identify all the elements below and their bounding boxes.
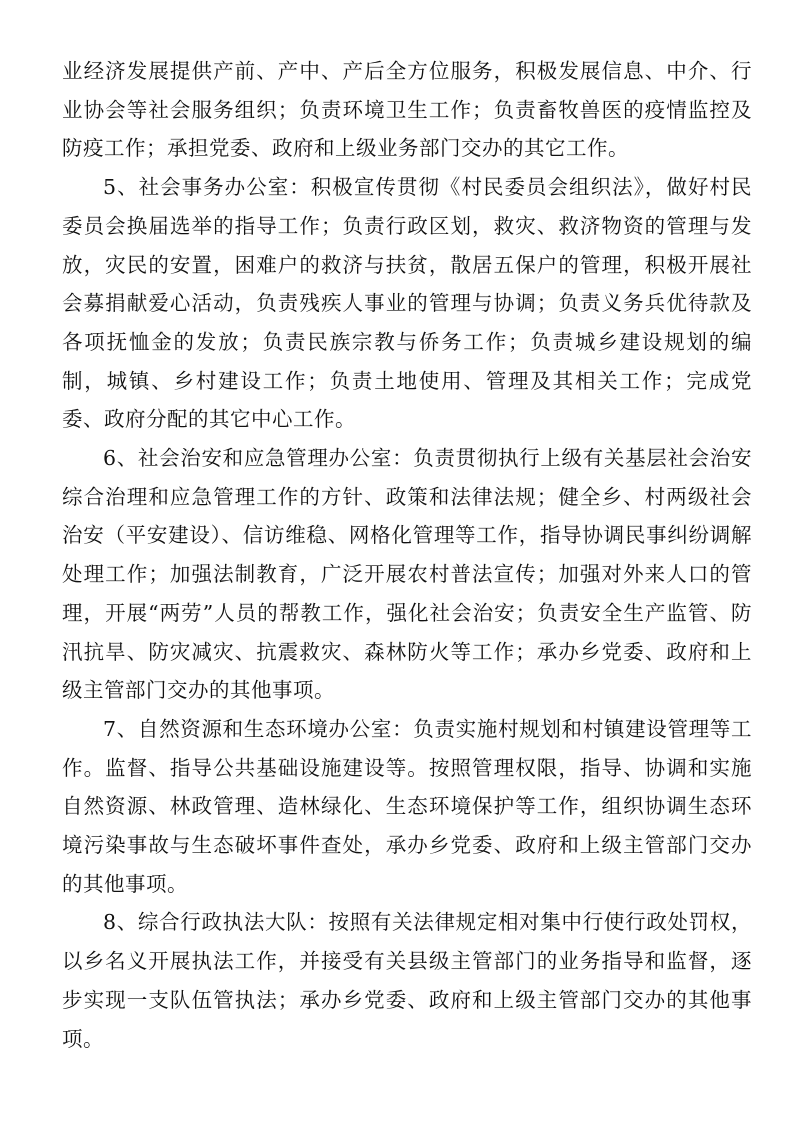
paragraph-continuation: 业经济发展提供产前、产中、产后全方位服务，积极发展信息、中介、行业协会等社会服务组织；负责环境卫生工作；负责畜牧兽医的疫情监控及防疫工作；承担党委、政府和上级业务部门交办的其它工作。 (62, 59, 752, 161)
paragraph-public-security-emergency-office: 6、社会治安和应急管理办公室：负责贯彻执行上级有关基层社会治安综合治理和应急管理工作的方针、政策和法律法规；健全乡、村两级社会治安（平安建设）、信访维稳、网格化管理等工作，指导协调民事纠纷调解处理工作；加强法制教育，广泛开展农村普法宣传；加强对外来人口的管理，开展“两劳”人员的帮教工作，强化社会治安；负责安全生产监管、防汛抗旱、防灾减灾、抗震救灾、森林防火等工作；承办乡党委、政府和上级主管部门交办的其他事项。 (62, 446, 752, 703)
document-body (62, 52, 752, 1058)
paragraph-natural-resources-ecology-office: 7、自然资源和生态环境办公室：负责实施村规划和村镇建设管理等工作。监督、指导公共基础设施建设等。按照管理权限，指导、协调和实施自然资源、林政管理、造林绿化、生态环境保护等工作，组织协调生态环境污染事故与生态破坏事件查处，承办乡党委、政府和上级主管部门交办的其他事项。 (62, 716, 752, 896)
paragraph-administrative-law-enforcement: 8、综合行政执法大队：按照有关法律规定相对集中行使行政处罚权，以乡名义开展执法工作，并接受有关县级主管部门的业务指导和监督，逐步实现一支队伍管执法；承办乡党委、政府和上级主管部门交办的其他事项。 (62, 910, 752, 1051)
paragraph-social-affairs-office: 5、社会事务办公室：积极宣传贯彻《村民委员会组织法》，做好村民委员会换届选举的指导工作；负责行政区划，救灾、救济物资的管理与发放，灾民的安置，困难户的救济与扶贫，散居五保户的管理，积极开展社会募捐献爱心活动，负责残疾人事业的管理与协调；负责义务兵优待款及各项抚恤金的发放；负责民族宗教与侨务工作；负责城乡建设规划的编制，城镇、乡村建设工作；负责土地使用、管理及其相关工作；完成党委、政府分配的其它中心工作。 (62, 175, 752, 432)
